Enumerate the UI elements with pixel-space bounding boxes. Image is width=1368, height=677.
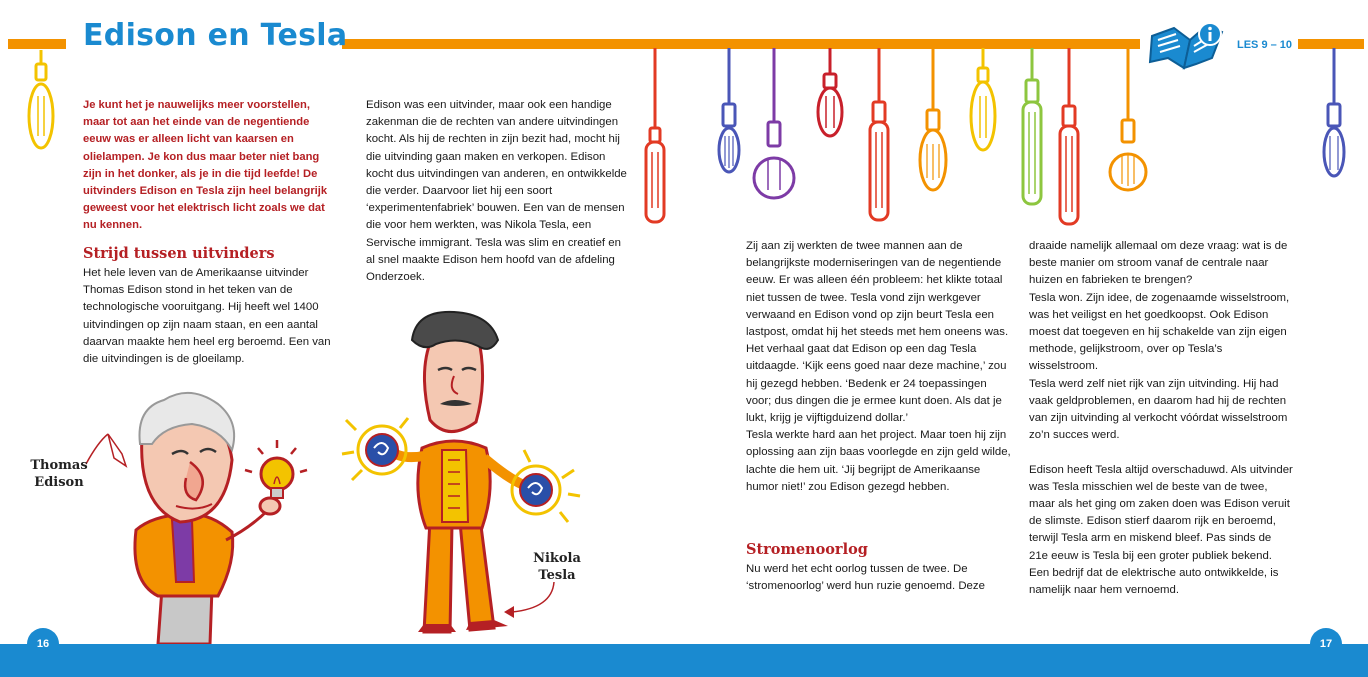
hanging-bulb-icon (752, 48, 796, 210)
tesla-caption-line1: Nikola (533, 551, 581, 566)
hanging-bulb-icon (816, 48, 844, 140)
tesla-caption (520, 550, 594, 584)
hanging-bulb-icon (918, 48, 948, 194)
section-text-stromenoorlog: Nu werd het echt oorlog tussen de twee. De ‘stromenoorlog’ werd hun ruzie genoemd. Deze (746, 563, 985, 593)
hanging-bulb-icon (1018, 48, 1046, 208)
intro-paragraph: Je kunt het je nauwelijks meer voorstellen, maar tot aan het einde van de negentiende eeuw was er alleen licht van kaarsen en olielampen. Je kon dus maar beter niet bang zijn in het donker, als je in die tijd leefde! De uitvinders Edison en Tesla zijn heel belangrijk geweest voor het elektrisch licht zoals we dat nu kennen. (83, 99, 328, 232)
hanging-bulb-icon (1322, 48, 1346, 182)
hanging-bulb-icon (866, 48, 892, 224)
tesla-illustration (338, 310, 610, 640)
page-number-left: 16 (27, 628, 59, 660)
left-column2-text: Edison was een uitvinder, maar ook een handige zakenman die de rechten van andere uitvindingen kocht. Als hij de rechten in zijn bezit had, mocht hij die uitvinding gaan maken en verkopen. Edison kocht dus uitvindingen van anderen, en ontwikkelde die verder. Daarvoor liet hij een soort ‘experimentenfabriek’ bouwen. Een van de mensen die voor hem werkten, was Nikola Tesla, een Servische immigrant. Tesla was slim en creatief en al snel maakte Edison hem hoofd van de afdeling Onderzoek. (366, 99, 627, 284)
section-heading-strijd: Strijd tussen uitvinders (83, 245, 275, 262)
tesla-caption-line2: Tesla (538, 568, 576, 583)
page-title: Edison en Tesla (83, 18, 348, 53)
section-heading-stromenoorlog: Stromenoorlog (746, 541, 868, 558)
hanging-bulb-icon (642, 48, 668, 226)
tesla-pointer-arrow (500, 580, 560, 620)
edison-illustration (100, 382, 320, 650)
right-column1-text: Zij aan zij werkten de twee mannen aan de belangrijkste moderniseringen van de negentiende eeuw. Er was alleen één probleem: het klikte totaal niet tussen de twee. Tesla vond zijn werkgever verwaand en Edison vond op zijn beurt Tesla een lastpost, omdat hij het steeds met hem oneens was. Het verhaal gaat dat Edison op een dag Tesla uitdaagde. ‘Kijk eens goed naar deze machine,’ zou hij gezegd hebben. ‘Bedenk er 24 toepassingen voor; dus dingen die je ermee kunt doen. Als dat je lukt, krijg je vijftigduizend dollar.’ Tesla werkte hard aan het project. Maar toen hij zijn oplossing aan zijn baas voorlegde en zijn geld wilde, lachte die hem uit. ‘Jij begrijpt de Amerikaanse humor niet!’ zou Edison gezegd hebben. (746, 240, 1011, 493)
page-number-right: 17 (1310, 628, 1342, 660)
hanging-bulb-icon (1108, 48, 1148, 200)
footer-bar (0, 644, 1368, 677)
edison-caption (22, 457, 96, 491)
edison-caption-line2: Edison (34, 475, 84, 490)
header-rule-left (8, 39, 66, 49)
right-column2-text: draaide namelijk allemaal om deze vraag: wat is de beste manier om stroom vanaf de centrale naar huizen en fabrieken te brengen? Tesla won. Zijn idee, de zogenaamde wisselstroom, was het veiligst en het goedkoopst. Ook Edison moest dat toegeven en hij schakelde van zijn eigen methode, gelijkstroom, over op Tesla’s wisselstroom. Tesla werd zelf niet rijk van zijn uitvinding. Hij had vaak geldproblemen, en daarom had hij de rechten van zijn uitvinding al verkocht vóórdat wisselstroom zo’n succes werd. Edison heeft Tesla altijd overschaduwd. Als uitvinder was Tesla misschien wel de beste van de twee, maar als het ging om zaken doen was Edison veruit de slimste. Edison stierf daarom rijk en beroemd, terwijl Tesla arm en miskend bleef. Pas sinds de 21e eeuw is Tesla bij een groter publiek bekend. Een bedrijf dat de elektrische auto ontwikkelde, is namelijk naar hem vernoemd. (1029, 240, 1293, 597)
edison-caption-line1: Thomas (30, 458, 88, 473)
hanging-bulb-icon (26, 50, 56, 152)
section-text-strijd: Het hele leven van de Amerikaanse uitvinder Thomas Edison stond in het teken van de technologische vooruitgang. Hij heeft wel 1400 uitvindingen op zijn naam staan, en een aantal daarvan maakte hem heel erg beroemd. Een van die uitvindingen is de gloeilamp. (83, 267, 331, 366)
hanging-bulb-icon (1056, 48, 1082, 228)
lesson-label: LES 9 – 10 (1237, 39, 1293, 51)
book-info-icon (1146, 12, 1230, 70)
hanging-bulb-icon (716, 48, 742, 178)
hanging-bulb-icon (968, 48, 998, 154)
